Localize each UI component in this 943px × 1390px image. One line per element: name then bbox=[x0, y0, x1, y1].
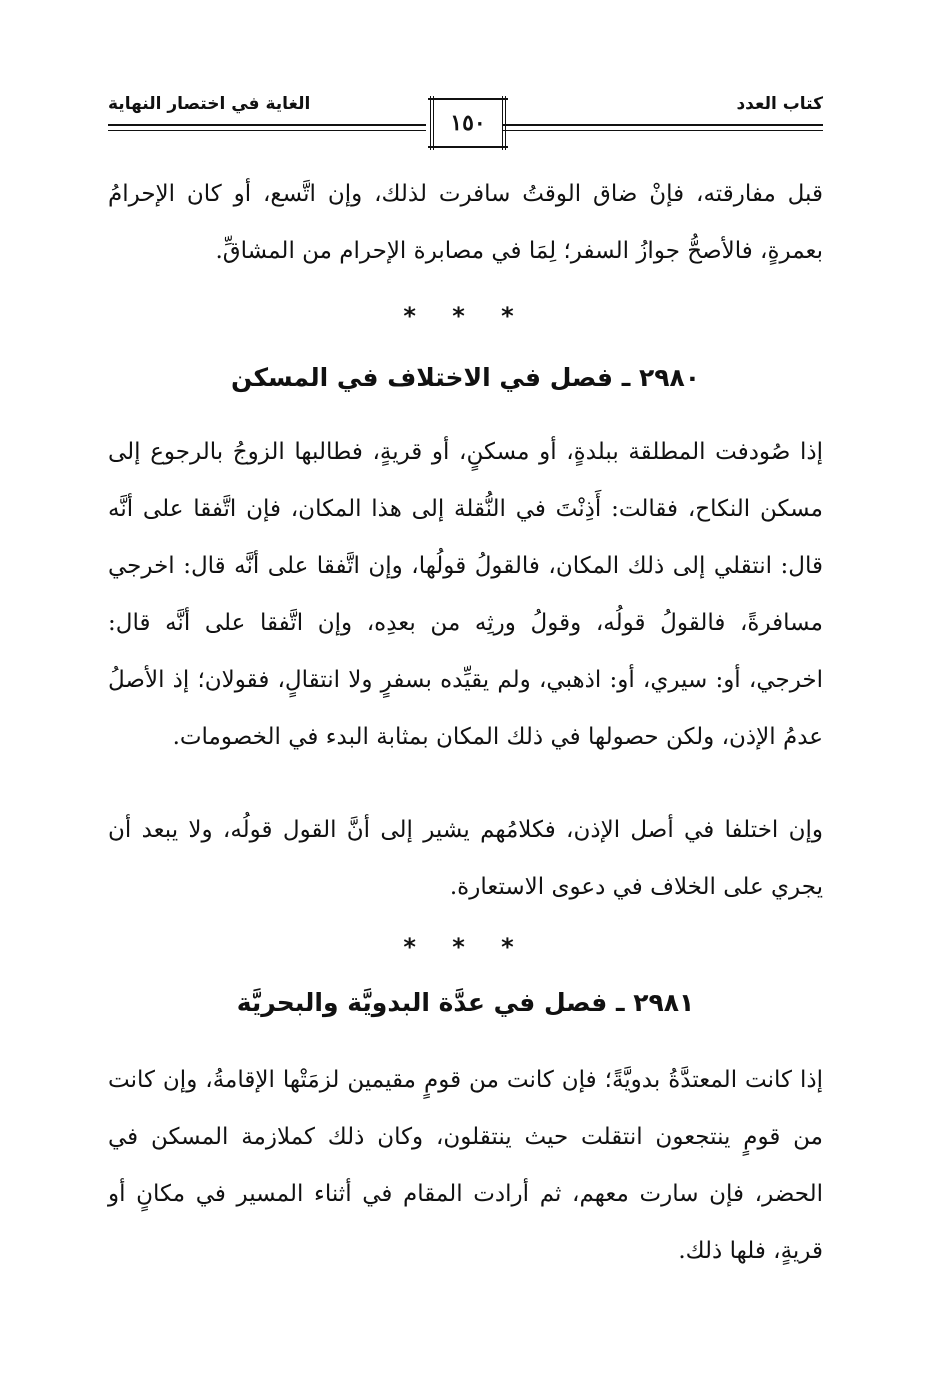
running-header bbox=[108, 86, 823, 156]
section-separator: * * * bbox=[403, 933, 528, 961]
body-paragraph: إذا كانت المعتدَّةُ بدويَّةً؛ فإن كانت من قومٍ مقيمين لزمَتْها الإقامةُ، وإن كانت من قومٍ ينتجعون انتقلت حيث ينتقلون، وكان ذلك كملازمة المسكن في الحضر، فإن سارت معهم، ثم أرادت المقام في أثناء المسير في مكانٍ أو قريةٍ، فلها ذلك. bbox=[108, 1067, 823, 1264]
body-paragraph: وإن اختلفا في أصل الإذن، فكلامُهم يشير إلى أنَّ القول قولُه، ولا يبعد أن يجري على الخلاف في دعوى الاستعارة. bbox=[108, 817, 823, 900]
page-number: ١٥٠ bbox=[450, 110, 486, 136]
section-body bbox=[108, 424, 823, 766]
section-body bbox=[108, 802, 823, 916]
book-title: الغاية في اختصار النهاية bbox=[108, 94, 311, 114]
header-rule bbox=[503, 124, 823, 126]
section-separator: * * * bbox=[403, 302, 528, 330]
chapter-title: كتاب العدد bbox=[736, 94, 823, 114]
page-number-frame bbox=[430, 96, 506, 150]
intro-paragraph: قبل مفارقته، فإنْ ضاق الوقتُ سافرت لذلك، وإن اتَّسع، أو كان الإحرامُ بعمرةٍ، فالأصحُّ جوازُ السفر؛ لِمَا في مصابرة الإحرام من المشاقِّ. bbox=[108, 181, 823, 264]
body-paragraph: إذا صُودفت المطلقة ببلدةٍ، أو مسكنٍ، أو قريةٍ، فطالبها الزوجُ بالرجوع إلى مسكن النكاح، فقالت: أَذِنْتَ في النُّقلة إلى هذا المكان، فإن اتَّفقا على أنَّه قال: انتقلي إلى ذلك المكان، فالقولُ قولُها، وإن اتَّفقا على أنَّه قال: اخرجي مسافرةً، فالقولُ قولُه، وقولُ ورثِه من بعدِه، وإن اتَّفقا على أنَّه قال: اخرجي، أو: سيري، أو: اذهبي، ولم يقيِّده بسفرٍ ولا انتقالٍ، فقولان؛ إذ الأصلُ عدمُ الإذن، ولكن حصولها في ذلك المكان بمثابة البدء في الخصومات. bbox=[108, 439, 823, 750]
header-rule bbox=[108, 124, 426, 126]
header-rule bbox=[108, 130, 426, 131]
section-heading: ٢٩٨١ ـ فصل في عدَّة البدويَّة والبحريَّة bbox=[236, 988, 695, 1017]
section-body bbox=[108, 1052, 823, 1280]
section-heading: ٢٩٨٠ ـ فصل في الاختلاف في المسكن bbox=[230, 363, 701, 392]
header-rule bbox=[503, 130, 823, 131]
intro-block bbox=[108, 166, 823, 280]
